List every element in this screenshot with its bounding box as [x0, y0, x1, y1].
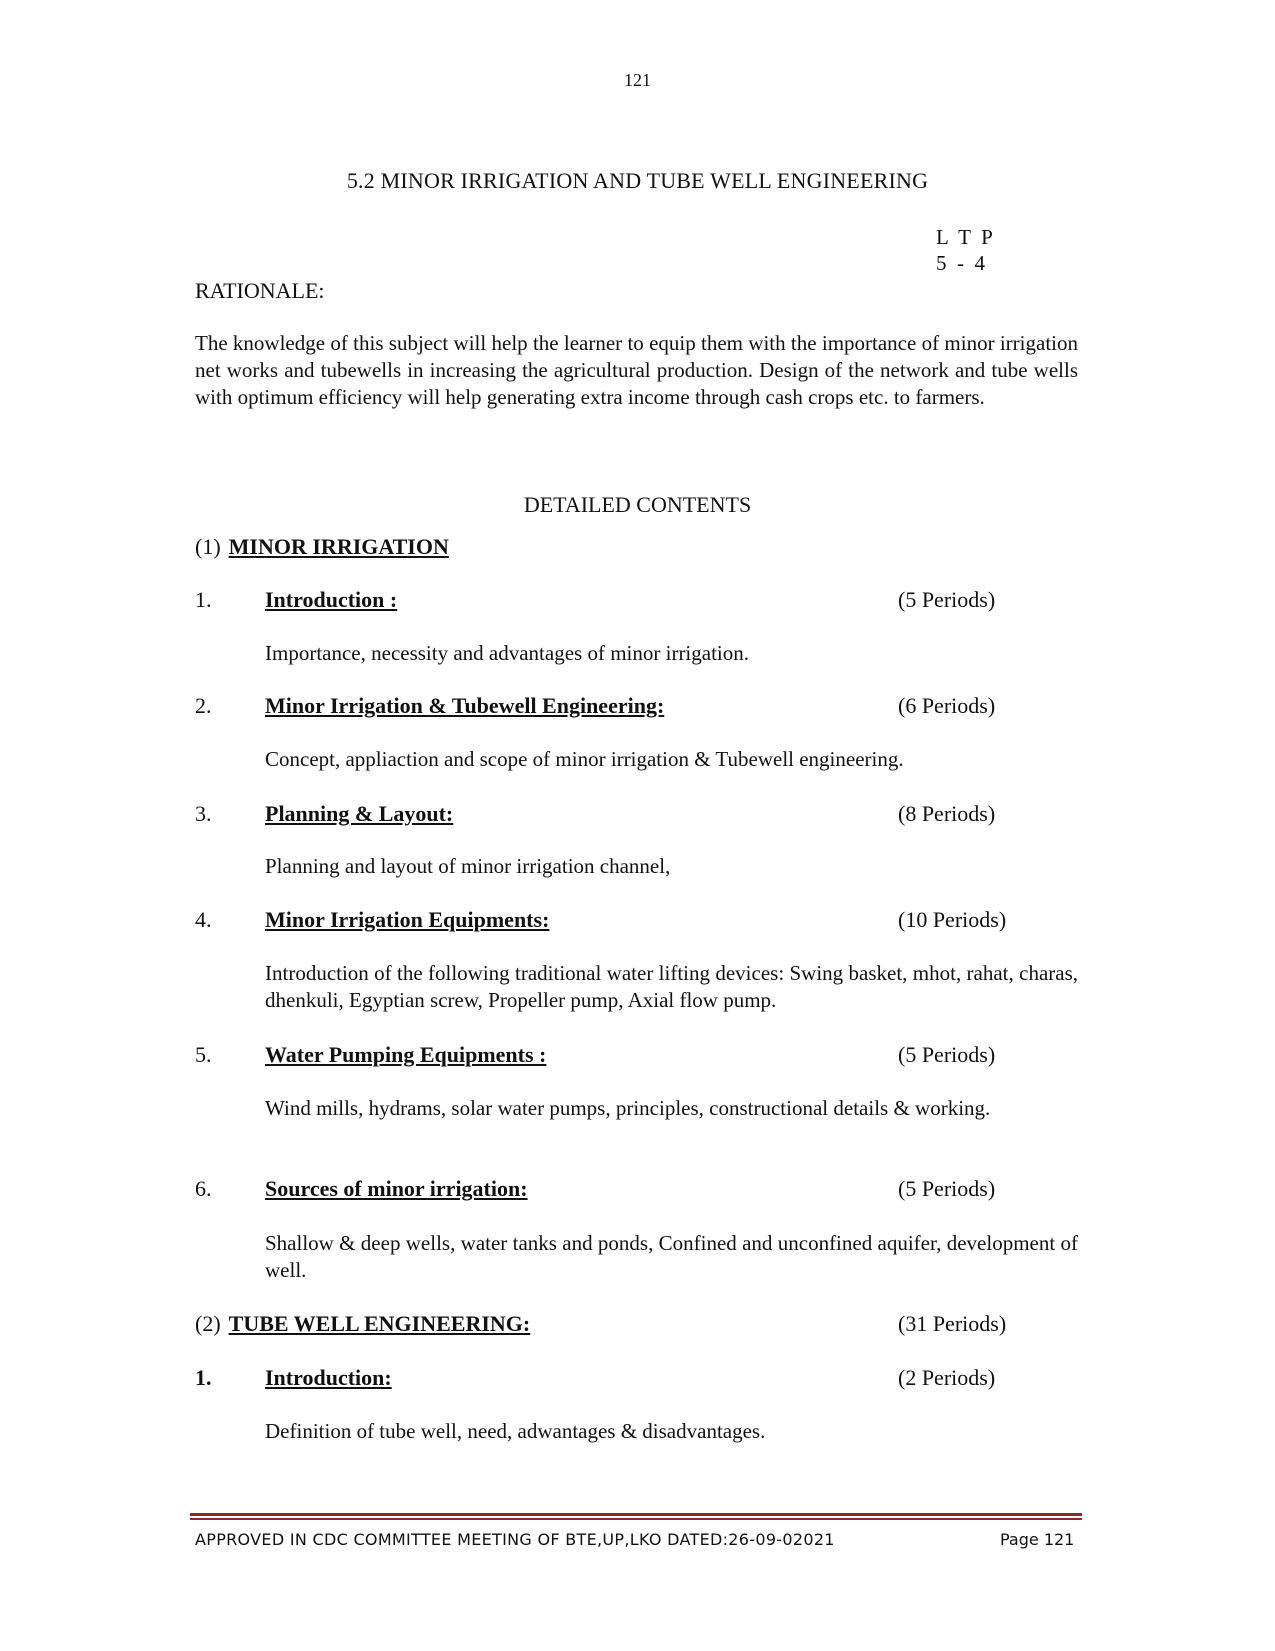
rationale-text: The knowledge of this subject will help the learner to equip them with the importance of minor irrigation net works and tubewells in increasing the agricultural production. Design of the network and tube wells with optimum efficiency will help generating extra income through cash crops etc. to farmers. [195, 331, 1078, 409]
item-title: Planning & Layout: [265, 801, 454, 826]
ltp-values: 5 - 4 [936, 251, 985, 275]
item-title: Sources of minor irrigation: [265, 1176, 528, 1201]
item-number: 1. [195, 587, 212, 612]
item-title: Minor Irrigation & Tubewell Engineering: [265, 693, 665, 718]
item-title: Water Pumping Equipments : [265, 1042, 547, 1067]
item-description: Introduction of the following traditional water lifting devices: Swing basket, mhot, rahat, charas, dhenkuli, Egyptian screw, Propeller pump, Axial flow pump. [265, 961, 1078, 1012]
section-number: (1) [195, 534, 221, 559]
section-periods: (31 Periods) [898, 1311, 1007, 1336]
item-periods: (6 Periods) [898, 693, 996, 718]
item-description: Wind mills, hydrams, solar water pumps, principles, constructional details & working. [265, 1096, 991, 1120]
item-number: 6. [195, 1176, 212, 1201]
ltp-header: L T P [936, 225, 993, 249]
item-periods: (5 Periods) [898, 1176, 996, 1201]
section-title: MINOR IRRIGATION [228, 534, 449, 559]
detailed-contents-heading: DETAILED CONTENTS [523, 492, 752, 517]
section-tube-well-heading [195, 1311, 530, 1337]
item-periods: (10 Periods) [898, 907, 1007, 932]
item-number: 2. [195, 693, 212, 718]
item-description: Importance, necessity and advantages of minor irrigation. [265, 641, 750, 665]
section-title: TUBE WELL ENGINEERING: [228, 1311, 531, 1336]
item-periods: (5 Periods) [898, 587, 996, 612]
ltp-block [936, 224, 993, 276]
item-periods: (8 Periods) [898, 801, 996, 826]
item-number: 5. [195, 1042, 212, 1067]
footer-divider [190, 1513, 1082, 1520]
rationale-heading: RATIONALE: [195, 278, 325, 303]
item-description: Definition of tube well, need, adwantages & disadvantages. [265, 1419, 766, 1443]
item-title: Introduction: [265, 1365, 392, 1390]
footer-page-label: Page 121 [1000, 1530, 1075, 1549]
item-description: Concept, appliaction and scope of minor irrigation & Tubewell engineering. [265, 747, 904, 771]
footer-approval-note: APPROVED IN CDC COMMITTEE MEETING OF BTE,UP,LKO DATED:26-09-02021 [195, 1530, 835, 1549]
item-periods: (2 Periods) [898, 1365, 996, 1390]
item-title: Introduction : [265, 587, 398, 612]
document-title: 5.2 MINOR IRRIGATION AND TUBE WELL ENGINEERING [346, 168, 929, 193]
item-description: Shallow & deep wells, water tanks and ponds, Confined and unconfined aquifer, development of well. [265, 1231, 1078, 1282]
item-title: Minor Irrigation Equipments: [265, 907, 550, 932]
section-number: (2) [195, 1311, 221, 1336]
page-number: 121 [624, 70, 651, 90]
item-periods: (5 Periods) [898, 1042, 996, 1067]
item-number: 3. [195, 801, 212, 826]
item-description: Planning and layout of minor irrigation channel, [265, 854, 671, 878]
section-minor-irrigation-heading [195, 534, 449, 560]
item-number: 4. [195, 907, 212, 932]
item-number: 1. [195, 1365, 212, 1390]
